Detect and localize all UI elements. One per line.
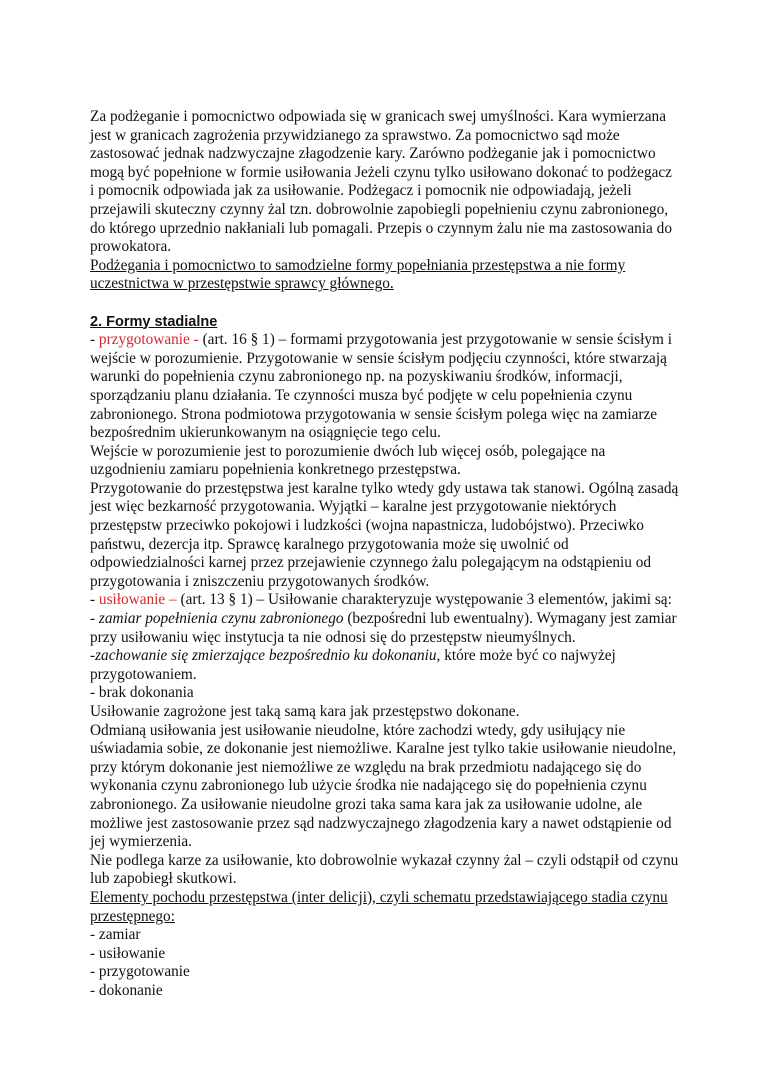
term-usilowanie: usiłowanie – (98, 591, 181, 609)
paragraph-podzeganie: Za podżeganie i pomocnictwo odpowiada się w granicach swej umyślności. Kara wymierzana jest w granicach zagrożenia przywidzianego za sprawstwo. Za pomocnictwo sąd może zastosować jednak nadzwyczajne złagodzenie kary. Zarówno podżeganie jak i pomocnictwo mogą być popełnione w formie usiłowania Jeżeli czynu tylko usiłowano dokonać to podżegacz i pomocnik odpowiada jak za usiłowanie. Podżegacz i pomocnik nie odpowiadają, jeżeli przejawili skuteczny czynny żal tzn. dobrowolnie zapobiegli popełnieniu czynu zabronionego, do którego uprzednio nakłaniali lub pomagali. Przepis o czynnym żalu nie ma zastosowania do prowokatora. (90, 108, 672, 256)
element-brak-dokonania: - brak dokonania (90, 684, 194, 702)
dash: - (90, 591, 99, 609)
list-item: - przygotowanie (90, 963, 190, 981)
underlined-note: Podżegania i pomocnictwo to samodzielne formy popełniania przestępstwa a nie formy uczestnictwa w przestępstwie sprawcy głównego. (90, 256, 626, 293)
element-zamiar (90, 610, 680, 647)
przygotowanie-text: (art. 16 § 1) – formami przygotowania jest przygotowanie w sensie ścisłym i wejście w porozumienie. Przygotowanie w sensie ścisłym podjęciu czynności, które stwarzają warunki do popełnienia czynu zabronionego np. na pozyskiwaniu środków, informacji, sporządzaniu planu działania. Te czynności musza być podjęte w celu popełnienia czynu zabronionego. Strona podmiotowa przygotowania w sensie ścisłym polega więc na zamiarze bezpośrednim ukierunkowanym na osiągnięcie tego celu. (90, 331, 672, 442)
list-item: - zamiar (90, 926, 141, 944)
section-heading: 2. Formy stadialne (90, 313, 218, 330)
paragraph-zagrozenie: Usiłowanie zagrożone jest taką samą kara jak przestępstwo dokonane. (90, 703, 520, 720)
paragraph-czynny-zal: Nie podlega karze za usiłowanie, kto dobrowolnie wykazał czynny żal – czyli odstąpił od czynu lub zapobiegł skutkowi. (90, 851, 679, 888)
paragraph-nieudolne: Odmianą usiłowania jest usiłowanie nieudolne, które zachodzi wtedy, gdy usiłujący nie uświadamia sobie, ze dokonanie jest niemożliwe. Karalne jest tylko takie usiłowanie nieudolne, przy którym dokonanie jest niemożliwe ze względu na brak przedmiotu nadającego się do wykonania czynu zabronionego lub użycie środka nie nadającego się do popełnienia czynu zabronionego. Za usiłowanie nieudolne grozi taka sama kara jak za usiłowanie udolne, ale możliwe jest zastosowanie przez sąd nadzwyczajnego złagodzenia kary a nawet odstąpienie od jej wymierzenia. (90, 721, 677, 851)
element-zamiar-italic: - zamiar popełnienia czynu zabronionego (90, 610, 344, 628)
paragraph-przygotowanie (90, 331, 680, 443)
paragraph-usilowanie (90, 591, 680, 610)
list-item: - usiłowanie (90, 944, 166, 962)
element-zamiar-rest: (bezpośredni lub ewentualny). Wymagany jest zamiar przy usiłowaniu więc instytucja ta nie odnosi się do przestępstw nieumyślnych. (90, 610, 677, 646)
elements-heading: Elementy pochodu przestępstwa (inter delicji), czyli schematu przedstawiającego stadia czynu przestępnego: (90, 888, 668, 925)
element-zachowanie-italic: -zachowanie się zmierzające bezpośrednio ku dokonaniu (90, 647, 437, 665)
usilowanie-text: (art. 13 § 1) – Usiłowanie charakteryzuje występowanie 3 elementów, jakimi są: (180, 591, 672, 609)
list-item: - dokonanie (90, 981, 163, 999)
paragraph-porozumienie: Wejście w porozumienie jest to porozumienie dwóch lub więcej osób, polegające na uzgodnieniu zamiaru popełnienia konkretnego przestępstwa. (90, 442, 606, 479)
document-page (90, 108, 680, 1001)
element-zachowanie-rest: , które może być co najwyżej przygotowaniem. (90, 647, 616, 683)
term-przygotowanie: przygotowanie - (98, 331, 203, 349)
element-zachowanie (90, 647, 680, 684)
dash: - (90, 331, 99, 349)
paragraph-karalnosc: Przygotowanie do przestępstwa jest karalne tylko wtedy gdy ustawa tak stanowi. Ogólną zasadą jest więc bezkarność przygotowania. Wyjątki – karalne jest przygotowanie niektórych przestępstw przeciwko pokojowi i ludzkości (wojna napastnicza, ludobójstwo). Przeciwko państwu, dezercja itp. Sprawcę karalnego przygotowania może się uwolnić od odpowiedzialności karnej przez przejawienie czynnego żalu polegającym na odstąpieniu od przygotowania i zniszczeniu przygotowanych środków. (90, 479, 679, 590)
blank-line (90, 294, 680, 313)
